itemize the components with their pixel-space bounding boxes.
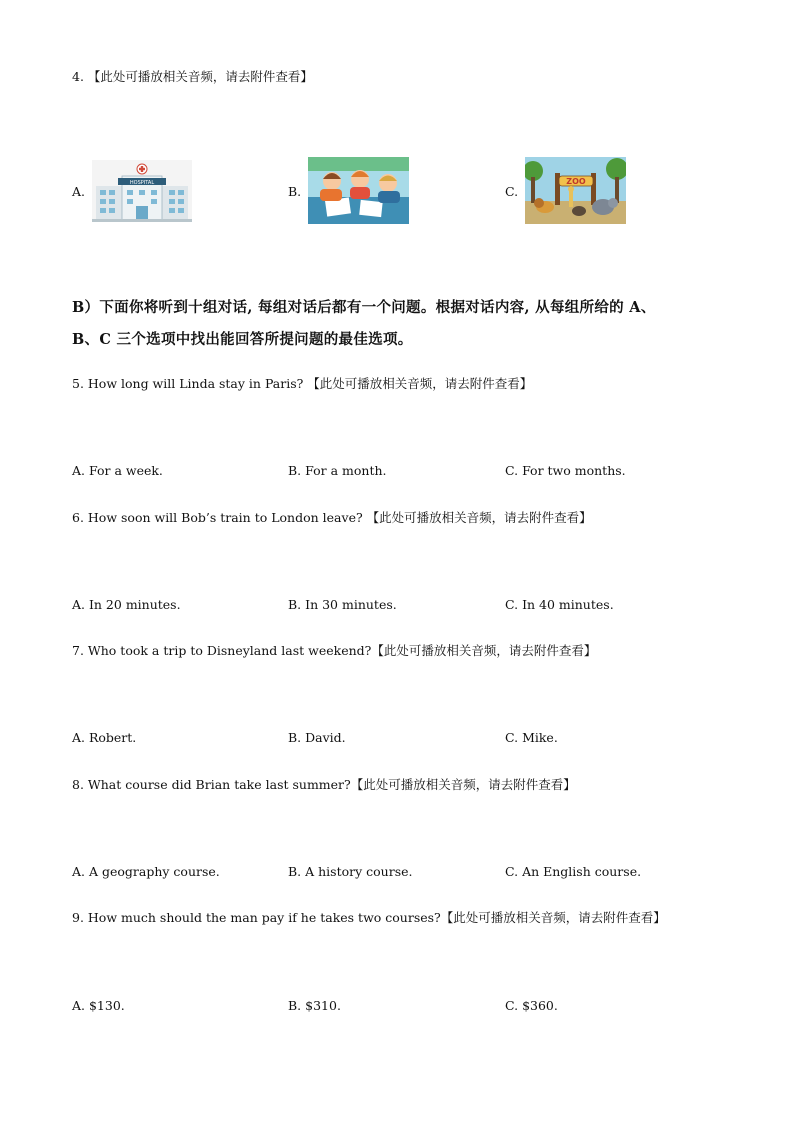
q4-option-b-label: B.	[288, 184, 302, 199]
q9-option-b: B. $310.	[288, 998, 341, 1013]
q5-option-a: A. For a week.	[72, 463, 163, 478]
q7-option-b: B. David.	[288, 730, 346, 745]
q7-option-a: A. Robert.	[72, 730, 137, 745]
q8-option-a: A. A geography course.	[72, 864, 220, 879]
q4-option-c-label: C.	[505, 184, 519, 199]
question-4-text: 4. 【此处可播放相关音频，请去附件查看】	[72, 69, 313, 84]
question-6-text: 6. How soon will Bob’s train to London leave? 【此处可播放相关音频，请去附件查看】	[72, 510, 592, 525]
q9-option-a: A. $130.	[72, 998, 125, 1013]
section-b-instruction-line-2: B、C 三个选项中找出能回答所提问题的最佳选项。	[72, 331, 413, 348]
q5-option-b: B. For a month.	[288, 463, 387, 478]
hospital-sign-text: HOSPITAL	[129, 180, 155, 186]
q7-option-c: C. Mike.	[505, 730, 558, 745]
question-5-text: 5. How long will Linda stay in Paris? 【此处可播放相关音频，请去附件查看】	[72, 376, 533, 391]
zoo-sign-text: ZOO	[566, 177, 586, 186]
section-b-instruction-line-1: B）下面你将听到十组对话, 每组对话后都有一个问题。根据对话内容, 从每组所给的 A、	[72, 299, 656, 316]
q8-option-b: B. A history course.	[288, 864, 413, 879]
q6-option-b: B. In 30 minutes.	[288, 597, 397, 612]
q4-option-a-label: A.	[72, 184, 86, 199]
q6-option-c: C. In 40 minutes.	[505, 597, 614, 612]
hospital-image	[92, 160, 192, 222]
q9-option-c: C. $360.	[505, 998, 558, 1013]
children-studying-image	[308, 157, 409, 224]
q6-option-a: A. In 20 minutes.	[72, 597, 181, 612]
q5-option-c: C. For two months.	[505, 463, 626, 478]
zoo-image	[525, 157, 626, 224]
question-7-text: 7. Who took a trip to Disneyland last weekend?【此处可播放相关音频，请去附件查看】	[72, 643, 597, 658]
q8-option-c: C. An English course.	[505, 864, 642, 879]
question-9-text: 9. How much should the man pay if he takes two courses?【此处可播放相关音频，请去附件查看】	[72, 910, 666, 925]
question-8-text: 8. What course did Brian take last summer?【此处可播放相关音频，请去附件查看】	[72, 777, 576, 792]
